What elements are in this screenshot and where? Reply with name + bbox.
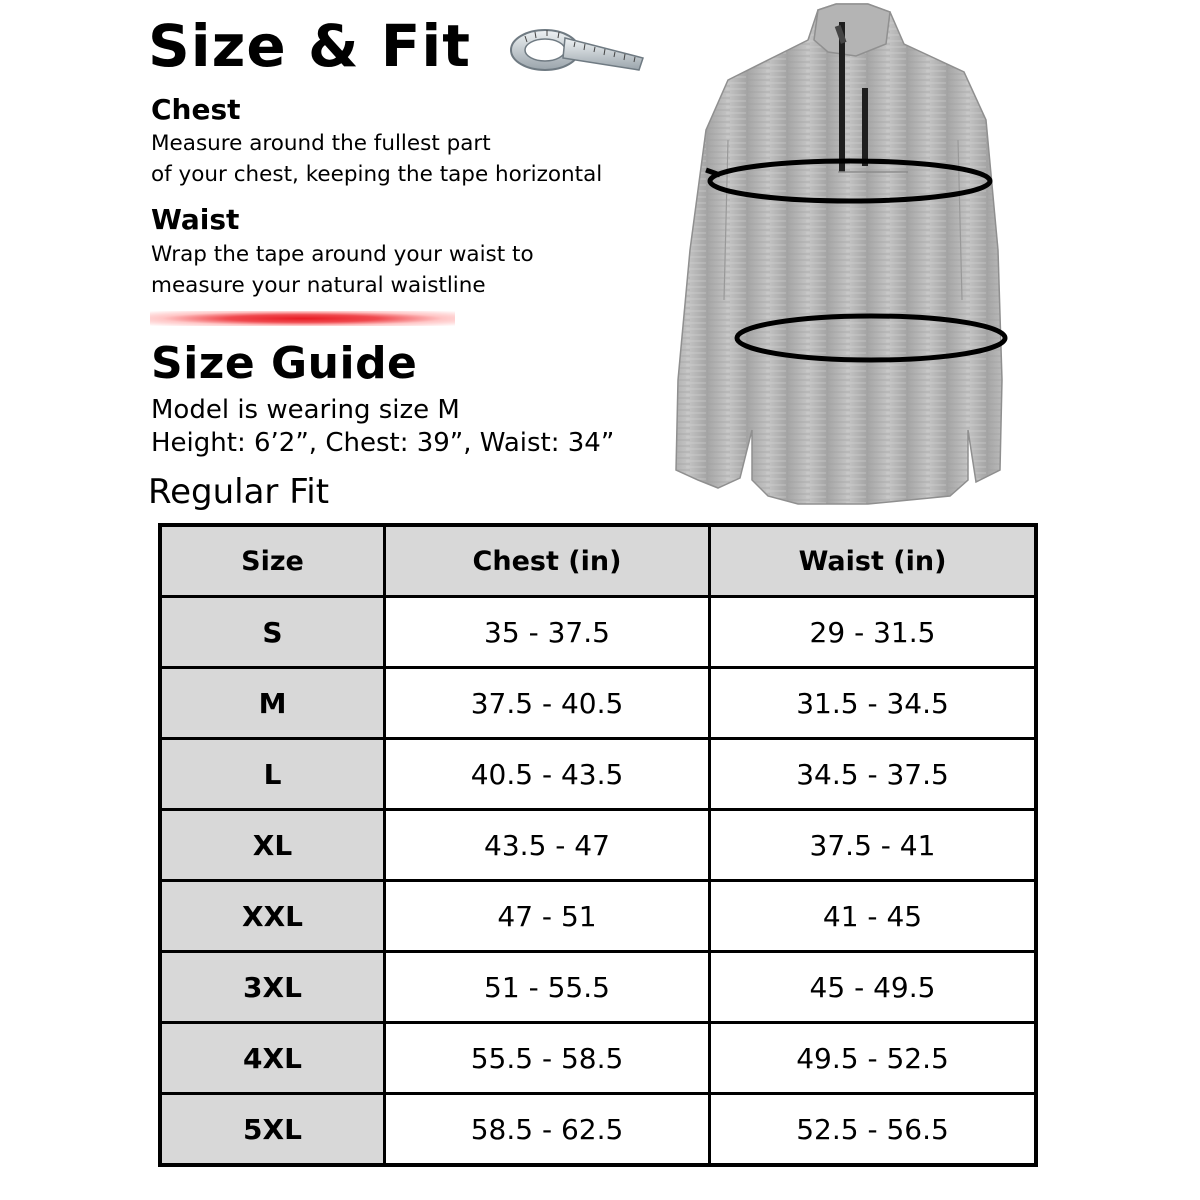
table-row [162, 953, 1034, 1021]
chest-cell: 55.5 - 58.5 [386, 1024, 708, 1092]
waist-cell: 52.5 - 56.5 [711, 1095, 1034, 1163]
waist-cell: 31.5 - 34.5 [711, 669, 1034, 737]
table-header-row [162, 527, 1034, 595]
size-cell: M [162, 669, 383, 737]
chest-cell: 47 - 51 [386, 882, 708, 950]
table-row [162, 1095, 1034, 1163]
chest-instruction-line2: of your chest, keeping the tape horizontal [151, 162, 603, 187]
chest-instruction-line1: Measure around the fullest part [151, 131, 491, 156]
measuring-tape-icon [505, 14, 650, 76]
header-chest: Chest (in) [386, 527, 708, 595]
model-size-note: Model is wearing size M [151, 395, 460, 425]
chest-cell: 58.5 - 62.5 [386, 1095, 708, 1163]
header-waist: Waist (in) [711, 527, 1034, 595]
table-row [162, 669, 1034, 737]
waist-cell: 45 - 49.5 [711, 953, 1034, 1021]
chest-cell: 35 - 37.5 [386, 598, 708, 666]
chest-cell: 37.5 - 40.5 [386, 669, 708, 737]
size-cell: S [162, 598, 383, 666]
table-row [162, 882, 1034, 950]
waist-cell: 41 - 45 [711, 882, 1034, 950]
table-row [162, 811, 1034, 879]
chest-cell: 43.5 - 47 [386, 811, 708, 879]
table-row [162, 1024, 1034, 1092]
chest-cell: 51 - 55.5 [386, 953, 708, 1021]
model-measurements: Height: 6’2”, Chest: 39”, Waist: 34” [151, 428, 615, 458]
waist-cell: 37.5 - 41 [711, 811, 1034, 879]
size-chart-table [158, 523, 1038, 1167]
chest-heading: Chest [151, 93, 241, 126]
chest-cell: 40.5 - 43.5 [386, 740, 708, 808]
table-row [162, 740, 1034, 808]
size-cell: L [162, 740, 383, 808]
waist-instruction-line2: measure your natural waistline [151, 273, 486, 298]
fit-label: Regular Fit [148, 472, 330, 512]
page-title: Size & Fit [148, 12, 471, 80]
waist-cell: 49.5 - 52.5 [711, 1024, 1034, 1092]
red-divider [150, 311, 455, 326]
size-cell: 3XL [162, 953, 383, 1021]
waist-heading: Waist [151, 203, 240, 236]
waist-cell: 29 - 31.5 [711, 598, 1034, 666]
header-size: Size [162, 527, 383, 595]
size-cell: XL [162, 811, 383, 879]
size-cell: XXL [162, 882, 383, 950]
size-guide-heading: Size Guide [151, 338, 418, 389]
waist-instruction-line1: Wrap the tape around your waist to [151, 242, 534, 267]
shirt-image [668, 0, 1018, 515]
size-cell: 4XL [162, 1024, 383, 1092]
size-cell: 5XL [162, 1095, 383, 1163]
table-row [162, 598, 1034, 666]
waist-cell: 34.5 - 37.5 [711, 740, 1034, 808]
